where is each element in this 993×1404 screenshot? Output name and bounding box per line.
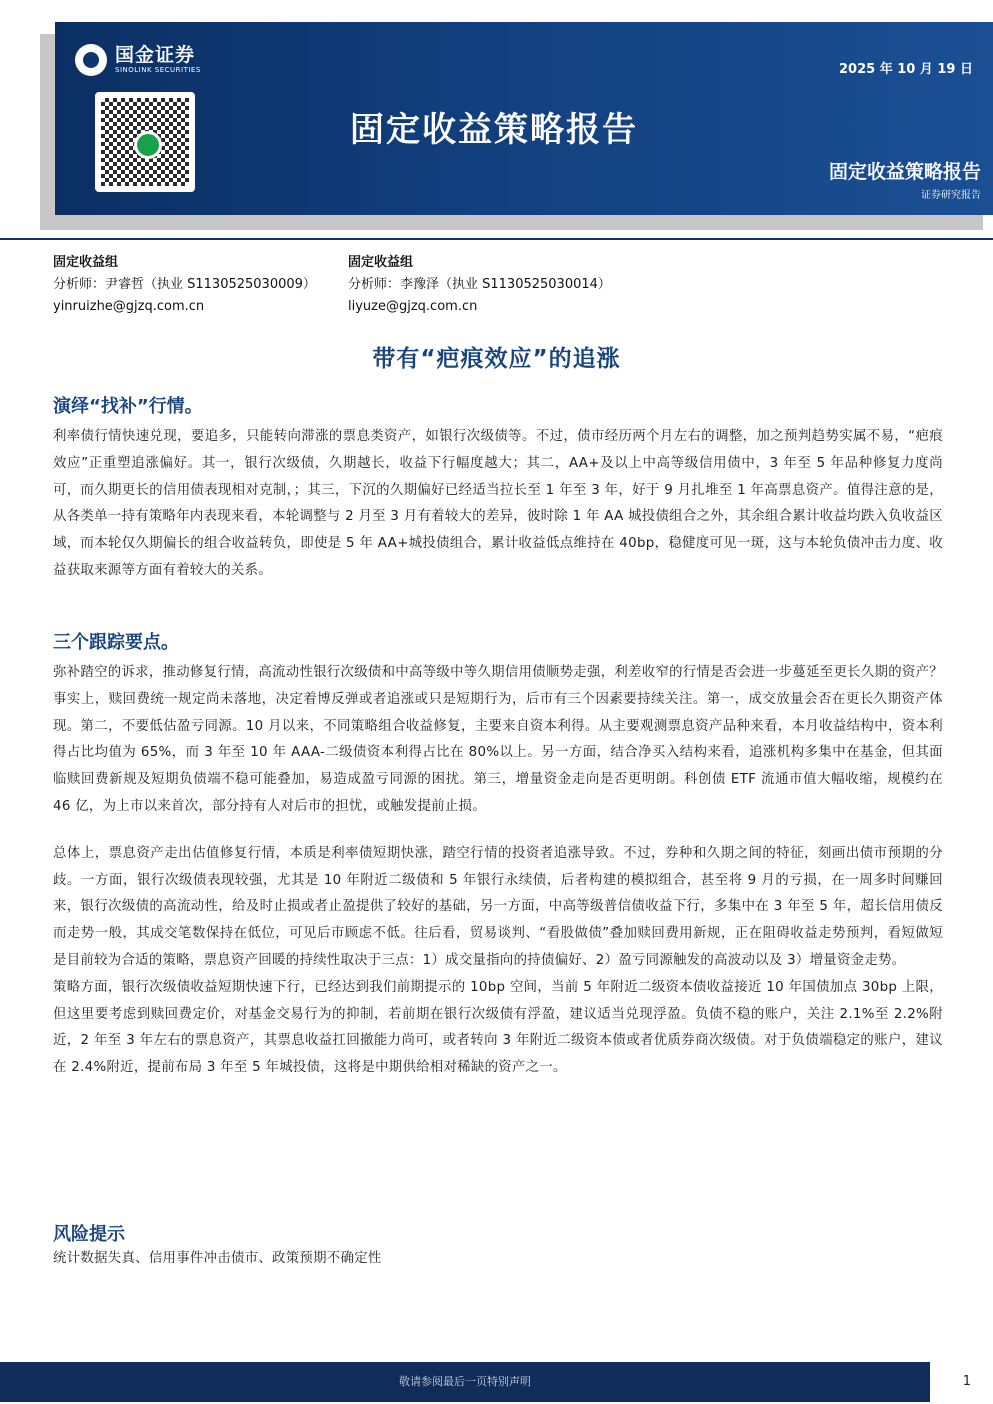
report-title: 带有“疤痕效应”的追涨 — [372, 346, 621, 372]
analyst-block-2 — [348, 252, 611, 318]
section-2 — [53, 628, 943, 1082]
report-subcategory: 证券研究报告 — [921, 190, 981, 201]
analyst-name: 分析师：李豫泽（执业 S1130525030014） — [348, 277, 611, 292]
report-date: 2025 年 10 月 19 日 — [839, 62, 973, 77]
analyst-email[interactable]: yinruizhe@gjzq.com.cn — [53, 299, 205, 314]
analyst-group: 固定收益组 — [53, 255, 119, 270]
section-heading: 三个跟踪要点。 — [53, 632, 179, 653]
qr-code-icon — [95, 92, 195, 192]
paragraph: 利率债行情快速兑现，要追多，只能转向滞涨的票息类资产，如银行次级债等。不过，债市经历两个月左右的调整，加之预判趋势实属不易，“疤痕效应”正重塑追涨偏好。其一，银行次级债，久期越长，收益下行幅度越大；其二，AA+及以上中高等级信用债中，3 年至 5 年品种修复力度尚可，而久期更长的信用债表现相对克制，；其三，下沉的久期偏好已经适当拉长至 1 年至 3 年，好于 9 月扎堆至 1 年高票息资产。值得注意的是，从各类单一持有策略年内表现来看，本轮调整与 2 月至 3 月有着较大的差异，彼时除 1 年 AA 城投债组合之外，其余组合累计收益均跌入负收益区域，而本轮仅久期偏长的组合收益转负，即使是 5 年 AA+城投债组合，累计收益低点维持在 40bp，稳健度可见一斑，这与本轮负债冲击力度、收益获取来源等方面有着较大的关系。 — [53, 429, 943, 578]
report-category: 固定收益策略报告 — [828, 161, 981, 183]
header-divider — [0, 238, 993, 240]
section-risk — [53, 1220, 943, 1273]
analyst-block-1 — [53, 252, 316, 318]
logo-cn: 国金证券 — [115, 44, 196, 66]
header-banner — [55, 22, 993, 215]
logo-en: SINOLINK SECURITIES — [115, 66, 201, 74]
analyst-group: 固定收益组 — [348, 255, 414, 270]
logo-icon — [75, 44, 107, 76]
paragraph: 总体上，票息资产走出估值修复行情，本质是利率债短期快涨，踏空行情的投资者追涨导致。不过，券种和久期之间的特征，刻画出债市预期的分歧。一方面，银行次级债表现较强，尤其是 10 年附近二级债和 5 年银行永续债，后者构建的模拟组合，甚至将 9 月的亏损，在一周多时间赚回来，银行次级债的高流动性，给及时止损或者止盈提供了较好的基础，另一方面，中高等级普信债收益下行，多集中在 3 年至 5 年，超长信用债反而走势一般，其成交笔数保持在低位，可见后市顾虑不低。往后看，贸易谈判、“看股做债”叠加赎回费用新规，正在阻碍收益走势预判，看短做短是目前较为合适的策略，票息资产回暖的持续性取决于三点：1）成交量指向的持债偏好、2）盈亏同源触发的高波动以及 3）增量资金走势。 — [53, 845, 943, 968]
qr-center-icon — [134, 131, 162, 159]
paragraph: 统计数据失真、信用事件冲击债市、政策预期不确定性 — [53, 1251, 382, 1266]
analyst-name: 分析师：尹睿哲（执业 S1130525030009） — [53, 277, 316, 292]
footer-notice: 敬请参阅最后一页特别声明 — [0, 1362, 930, 1402]
paragraph: 策略方面，银行次级债收益短期快速下行，已经达到我们前期提示的 10bp 空间，当前 5 年附近二级资本债收益接近 10 年国债加点 30bp 上限，但这里要考虑到赎回费定价，对基金交易行为的抑制，若前期在银行次级债有浮盈，建议适当兑现浮盈。负债不稳的账户，关注 2.1%至 2.2%附近，2 年至 3 年左右的票息资产，其票息收益扛回撤能力尚可，或者转向 3 年附近二级资本债或者优质券商次级债。对于负债端稳定的账户，建议在 2.4%附近，提前布局 3 年至 5 年城投债，这将是中期供给相对稀缺的资产之一。 — [53, 979, 943, 1076]
company-logo — [75, 44, 201, 76]
page-number: 1 — [962, 1374, 971, 1389]
section-1 — [53, 392, 943, 585]
section-heading: 风险提示 — [53, 1224, 125, 1245]
analyst-email[interactable]: liyuze@gjzq.com.cn — [348, 299, 478, 314]
section-heading: 演绎“找补”行情。 — [53, 396, 203, 417]
banner-title: 固定收益策略报告 — [350, 110, 638, 150]
paragraph: 弥补踏空的诉求，推动修复行情，高流动性银行次级债和中高等级中等久期信用债顺势走强，利差收窄的行情是否会进一步蔓延至更长久期的资产？事实上，赎回费统一规定尚未落地，决定着博反弹或者追涨或只是短期行为，后市有三个因素要持续关注。第一，成交放量会否在更长久期资产体现。第二，不要低估盈亏同源。10 月以来，不同策略组合收益修复，主要来自资本利得。从主要观测票息资产品种来看，本月收益结构中，资本利得占比均值为 65%，而 3 年至 10 年 AAA-二级债资本利得占比在 80%以上。另一方面，结合净买入结构来看，追涨机构多集中在基金，但其面临赎回费新规及短期负债端不稳可能叠加，易造成盈亏同源的困扰。第三，增量资金走向是否更明朗。科创债 ETF 流通市值大幅收缩，规模约在 46 亿，为上市以来首次，部分持有人对后市的担忧，或触发提前止损。 — [53, 665, 943, 814]
